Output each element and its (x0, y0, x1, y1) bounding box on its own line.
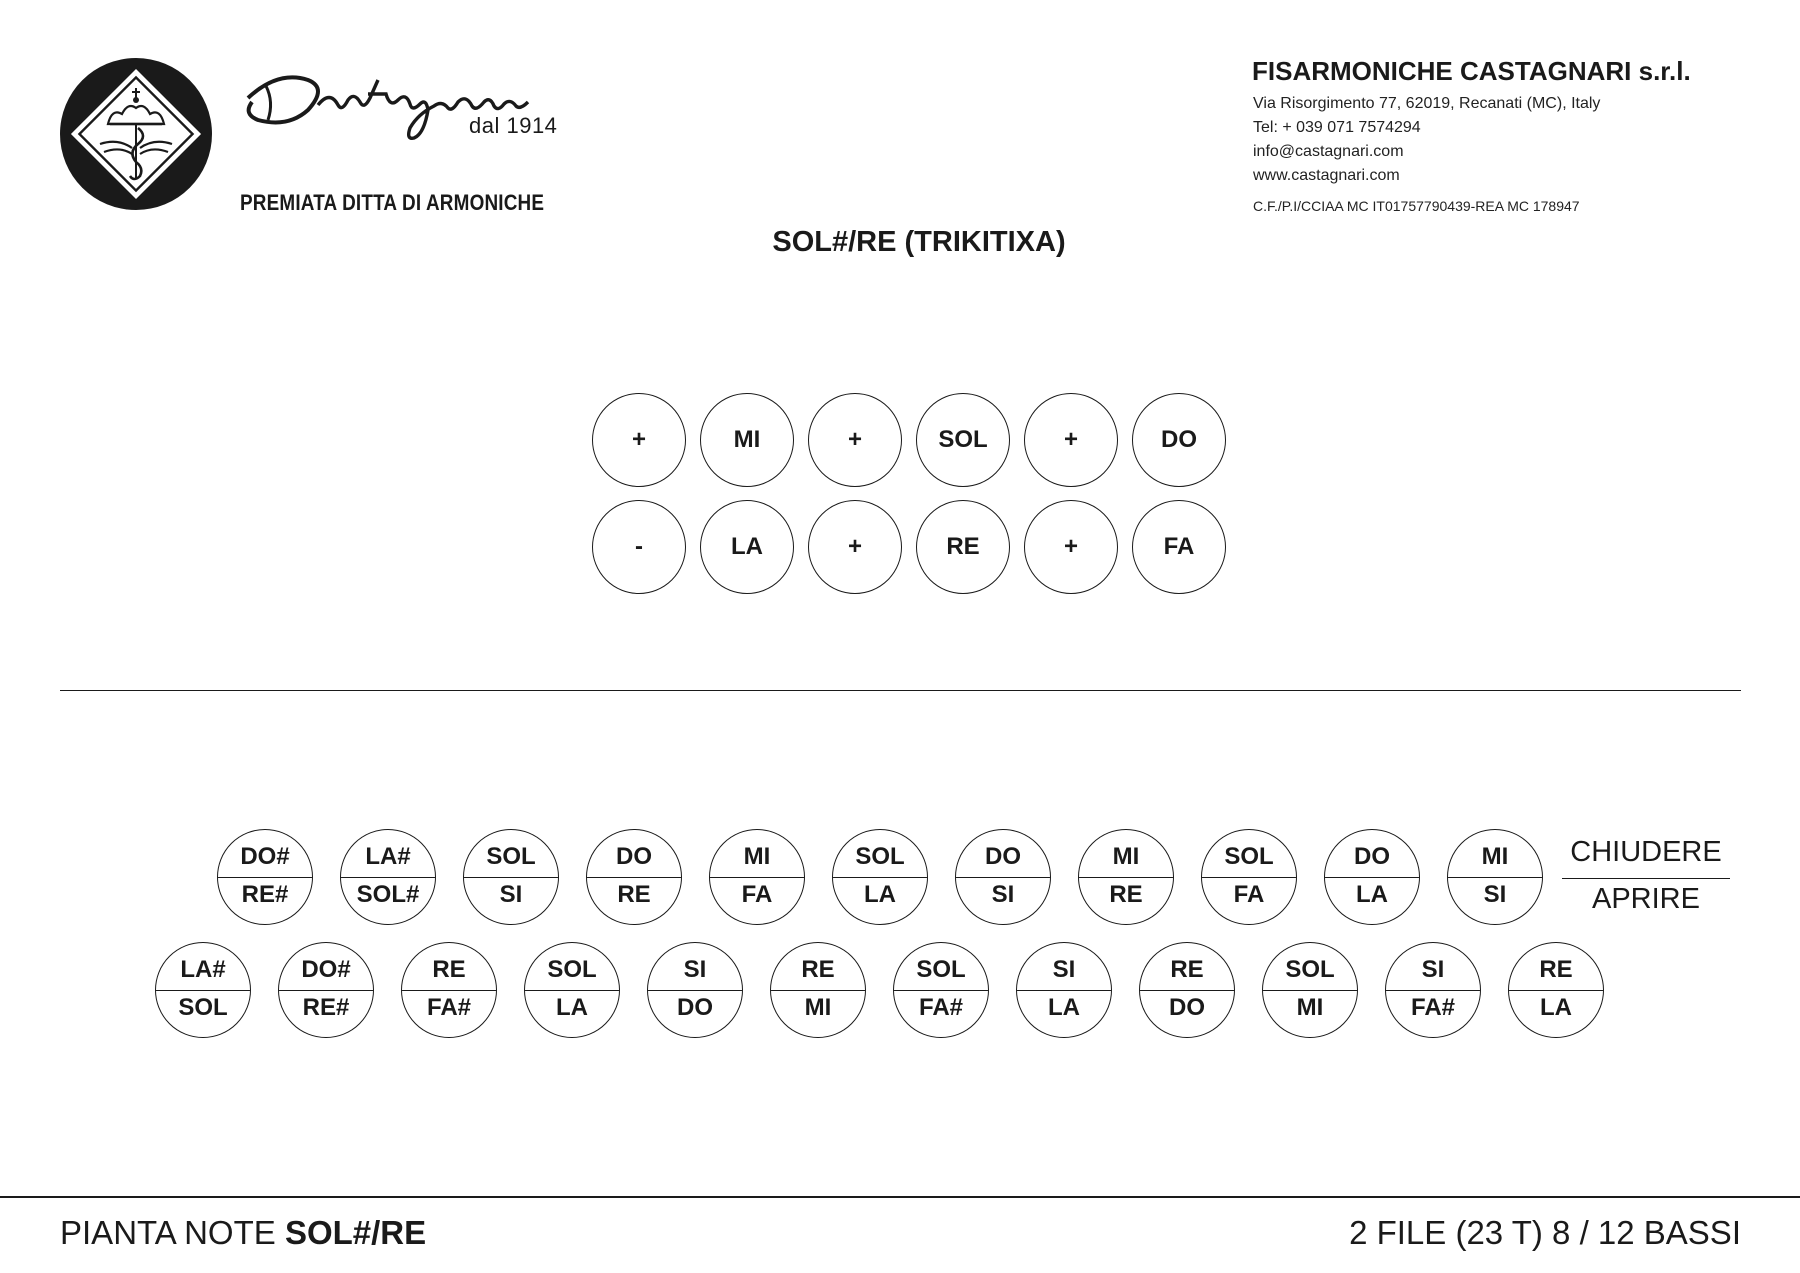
bass-close-note: MI (743, 843, 771, 870)
bass-button[interactable] (647, 942, 743, 1038)
bass-open-note: DO (1169, 994, 1205, 1021)
section-divider (60, 690, 1741, 691)
company-phone: Tel: + 039 071 7574294 (1253, 119, 1421, 136)
bass-close-note: DO (985, 843, 1021, 870)
bass-open-note: LA (1048, 994, 1080, 1021)
treble-key[interactable]: - (592, 500, 686, 594)
bass-split-line (1509, 990, 1603, 991)
bass-button[interactable] (770, 942, 866, 1038)
bass-close-note: MI (1481, 843, 1509, 870)
bass-close-note: DO (616, 843, 652, 870)
bass-split-line (771, 990, 865, 991)
bass-button[interactable] (1262, 942, 1358, 1038)
bass-close-note: DO# (240, 843, 290, 870)
bass-split-line (648, 990, 742, 991)
bass-split-line (402, 990, 496, 991)
bass-split-line (1202, 877, 1296, 878)
bass-split-line (156, 990, 250, 991)
bass-open-note: RE (617, 881, 651, 908)
legend-divider (1562, 878, 1730, 879)
bass-split-line (1079, 877, 1173, 878)
company-name: FISARMONICHE CASTAGNARI s.r.l. (1252, 56, 1691, 86)
castagnari-emblem-logo (60, 58, 212, 210)
bass-open-note: FA# (426, 994, 471, 1021)
treble-key[interactable]: + (1024, 393, 1118, 487)
bass-button[interactable] (524, 942, 620, 1038)
bass-open-note: LA (864, 881, 896, 908)
bass-open-note: MI (804, 994, 832, 1021)
bass-close-note: LA# (365, 843, 411, 870)
bass-split-line (833, 877, 927, 878)
treble-key[interactable]: MI (700, 393, 794, 487)
bass-button[interactable] (155, 942, 251, 1038)
bass-button[interactable] (893, 942, 989, 1038)
treble-key[interactable]: + (808, 393, 902, 487)
treble-key[interactable]: RE (916, 500, 1010, 594)
legend-open-label: APRIRE (1592, 883, 1700, 915)
company-address: Via Risorgimento 77, 62019, Recanati (MC), Italy (1253, 95, 1601, 112)
bass-open-note: FA# (1410, 994, 1455, 1021)
bass-split-line (1448, 877, 1542, 878)
bass-button[interactable] (340, 829, 436, 925)
company-registry: C.F./P.I/CCIAA MC IT01757790439-REA MC 178947 (1253, 198, 1580, 214)
company-email[interactable]: info@castagnari.com (1253, 143, 1404, 160)
company-website[interactable]: www.castagnari.com (1253, 167, 1400, 184)
bass-split-line (1386, 990, 1480, 991)
bass-open-note: SI (1483, 881, 1507, 908)
bass-close-note: RE (1170, 956, 1204, 983)
bass-open-note: LA (1356, 881, 1388, 908)
bass-open-note: LA (556, 994, 588, 1021)
bass-open-note: MI (1296, 994, 1324, 1021)
bass-close-note: SOL (916, 956, 966, 983)
bass-open-note: FA (1233, 881, 1265, 908)
bass-open-note: SOL (178, 994, 228, 1021)
treble-key[interactable]: SOL (916, 393, 1010, 487)
bass-close-note: SOL (1224, 843, 1274, 870)
bass-split-line (279, 990, 373, 991)
footer-key: SOL#/RE (284, 1214, 427, 1251)
bass-button[interactable] (401, 942, 497, 1038)
bass-close-note: SOL (855, 843, 905, 870)
footer-rule (0, 1196, 1800, 1198)
bass-close-note: SOL (486, 843, 536, 870)
bass-button[interactable] (1385, 942, 1481, 1038)
bass-close-note: RE (1539, 956, 1573, 983)
treble-key[interactable]: DO (1132, 393, 1226, 487)
since-label: dal 1914 (469, 113, 558, 138)
bass-open-note: RE (1109, 881, 1143, 908)
bass-button[interactable] (955, 829, 1051, 925)
bass-open-note: SI (991, 881, 1015, 908)
tagline: PREMIATA DITTA DI ARMONICHE (240, 190, 545, 215)
bass-button[interactable] (463, 829, 559, 925)
bass-split-line (710, 877, 804, 878)
bass-close-note: RE (432, 956, 466, 983)
bass-open-note: RE# (241, 881, 289, 908)
bass-open-note: RE# (302, 994, 350, 1021)
bass-open-note: SI (499, 881, 523, 908)
bass-button[interactable] (217, 829, 313, 925)
footer-left (60, 1214, 426, 1252)
footer-right: 2 FILE (23 T) 8 / 12 BASSI (1349, 1214, 1741, 1251)
bass-split-line (218, 877, 312, 878)
bass-button[interactable] (1139, 942, 1235, 1038)
bass-split-line (956, 877, 1050, 878)
bass-close-note: RE (801, 956, 835, 983)
bass-button[interactable] (709, 829, 805, 925)
bass-button[interactable] (1508, 942, 1604, 1038)
bass-close-note: DO (1354, 843, 1390, 870)
bass-open-note: FA (741, 881, 773, 908)
bass-close-note: LA# (180, 956, 226, 983)
bass-button[interactable] (1016, 942, 1112, 1038)
treble-key[interactable]: FA (1132, 500, 1226, 594)
layout-title: SOL#/RE (TRIKITIXA) (772, 226, 1066, 258)
bass-open-note: LA (1540, 994, 1572, 1021)
bass-split-line (1140, 990, 1234, 991)
bass-close-note: SOL (1285, 956, 1335, 983)
treble-key[interactable]: + (592, 393, 686, 487)
bass-close-note: SI (1421, 956, 1445, 983)
treble-key[interactable]: LA (700, 500, 794, 594)
bass-split-line (587, 877, 681, 878)
bass-close-note: SI (683, 956, 707, 983)
bass-button[interactable] (1078, 829, 1174, 925)
bass-button[interactable] (832, 829, 928, 925)
bass-split-line (525, 990, 619, 991)
bass-close-note: MI (1112, 843, 1140, 870)
legend-close-label: CHIUDERE (1570, 836, 1722, 868)
bass-split-line (1325, 877, 1419, 878)
bass-open-note: DO (677, 994, 713, 1021)
bass-close-note: SOL (547, 956, 597, 983)
bass-split-line (1017, 990, 1111, 991)
bass-open-note: SOL# (356, 881, 420, 908)
bass-button[interactable] (1447, 829, 1543, 925)
bass-split-line (464, 877, 558, 878)
bass-close-note: DO# (301, 956, 351, 983)
bass-split-line (894, 990, 988, 991)
bass-open-note: FA# (918, 994, 963, 1021)
bass-button[interactable] (1201, 829, 1297, 925)
bass-button[interactable] (1324, 829, 1420, 925)
treble-key[interactable]: + (1024, 500, 1118, 594)
treble-key[interactable]: + (808, 500, 902, 594)
bass-split-line (1263, 990, 1357, 991)
bass-split-line (341, 877, 435, 878)
bass-button[interactable] (586, 829, 682, 925)
footer-prefix: PIANTA NOTE (60, 1214, 285, 1251)
bass-close-note: SI (1052, 956, 1076, 983)
bass-button[interactable] (278, 942, 374, 1038)
